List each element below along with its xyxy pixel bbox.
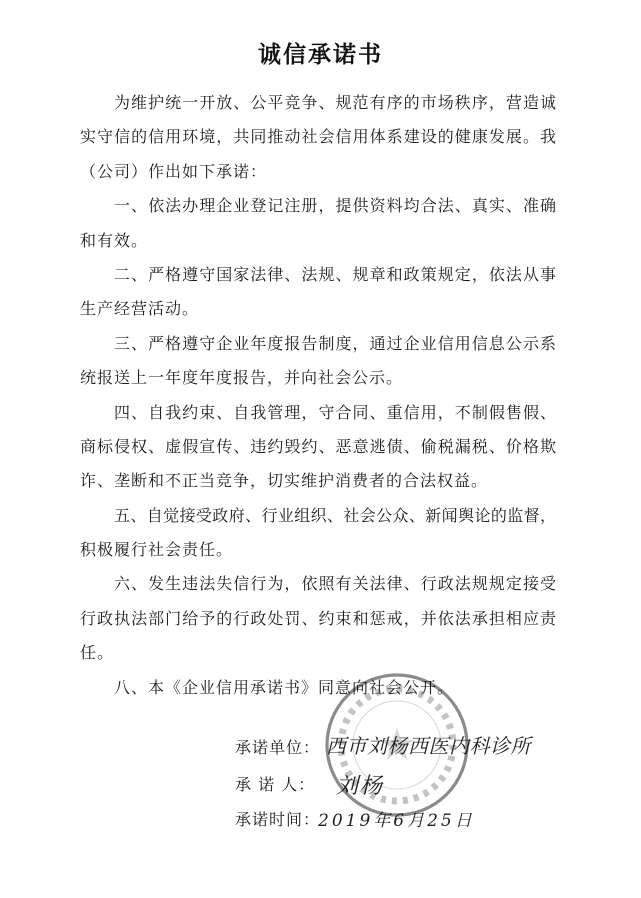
handwritten-unit-name: 西市刘杨西医内科诊所 bbox=[326, 734, 531, 758]
paragraph-line: （公司）作出如下承诺： bbox=[80, 161, 268, 181]
commitment-item-5 bbox=[80, 499, 556, 568]
paragraph-line: 商标侵权、虚假宣传、违约毁约、恶意逃债、偷税漏税、价格欺 bbox=[80, 436, 556, 456]
commitment-item-1 bbox=[80, 189, 556, 258]
paragraph-line: 二、严格遵守国家法律、法规、规章和政策规定，依法从事 bbox=[114, 264, 556, 284]
document-title: 诚信承诺书 bbox=[258, 42, 383, 68]
commitment-item-4 bbox=[80, 396, 556, 499]
paragraph-line: 三、严格遵守企业年度报告制度，通过企业信用信息公示系 bbox=[114, 333, 556, 353]
paragraph-line: 四、自我约束、自我管理，守合同、重信用，不制假售假、 bbox=[114, 402, 556, 422]
handwritten-date: 2019年6月25日 bbox=[318, 811, 475, 831]
paragraph-line: 五、自觉接受政府、行业组织、社会公众、新闻舆论的监督， bbox=[114, 505, 556, 525]
commitment-item-6 bbox=[80, 567, 556, 670]
paragraph-line: 诈、垄断和不正当竞争，切实维护消费者的合法权益。 bbox=[80, 471, 489, 491]
unit-label: 承诺单位： bbox=[235, 738, 321, 757]
paragraph-line: 积极履行社会责任。 bbox=[80, 540, 234, 560]
paragraph-line: 统报送上一年度年度报告，并向社会公示。 bbox=[80, 368, 404, 388]
paragraph-line: 行政执法部门给予的行政处罚、约束和惩戒，并依法承担相应责 bbox=[80, 608, 556, 628]
paragraph-line: 生产经营活动。 bbox=[80, 299, 200, 319]
paragraph-line: 实守信的信用环境，共同推动社会信用体系建设的健康发展。我 bbox=[80, 127, 556, 147]
commitment-item-3 bbox=[80, 327, 556, 396]
paragraph-line: 为维护统一开放、公平竞争、规范有序的市场秩序，营造诚 bbox=[114, 93, 556, 112]
paragraph-line: 八、本《企业信用承诺书》同意向社会公开。 bbox=[114, 677, 455, 697]
paragraph-line: 一、依法办理企业登记注册，提供资料均合法、真实、准确 bbox=[114, 196, 556, 216]
intro-paragraph bbox=[80, 86, 556, 189]
paragraph-line: 和有效。 bbox=[80, 230, 149, 250]
date-label: 承诺时间： bbox=[235, 810, 321, 829]
paragraph-line: 任。 bbox=[80, 643, 115, 663]
signer-label: 承 诺 人： bbox=[235, 775, 316, 794]
paragraph-line: 六、发生违法失信行为，依照有关法律、行政法规规定接受 bbox=[114, 574, 556, 594]
commitment-item-2 bbox=[80, 258, 556, 327]
commitment-item-8 bbox=[80, 671, 556, 705]
handwritten-signature: 刘杨 bbox=[336, 774, 385, 799]
document-body bbox=[80, 86, 556, 705]
